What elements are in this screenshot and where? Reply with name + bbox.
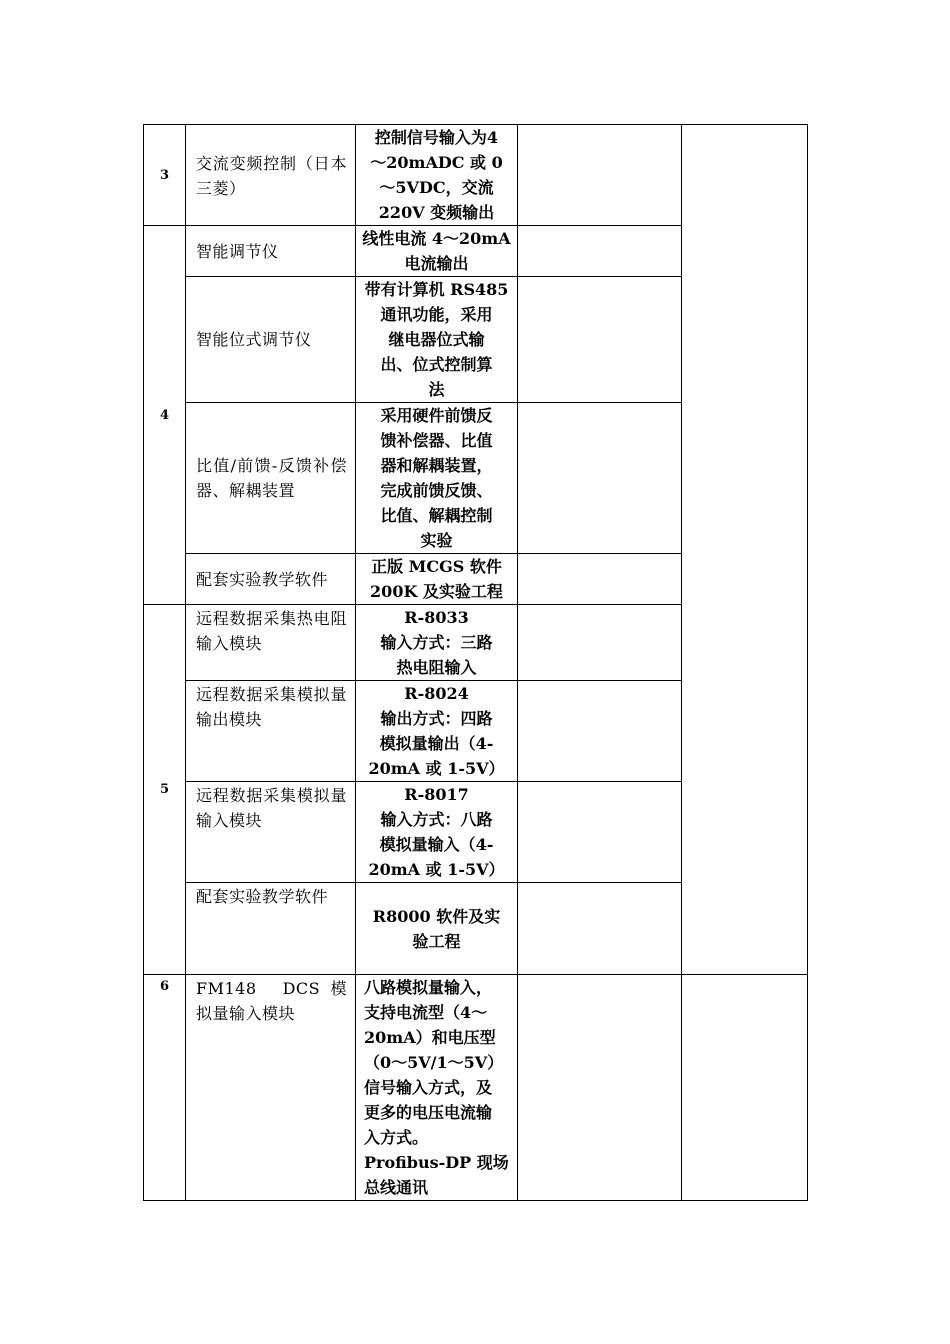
spec-line: 20mA 或 1-5V） xyxy=(368,860,505,879)
item-name: 交流变频控制（日本三菱） xyxy=(186,125,356,226)
spec-line: 采用硬件前馈反 xyxy=(380,406,493,425)
item-spec xyxy=(356,681,518,782)
spec-line: （0～5V/1～5V） xyxy=(364,1053,504,1072)
spec-line: 正版 MCGS 软件 xyxy=(371,557,502,576)
spec-line: 控制信号输入为4 xyxy=(374,128,499,147)
spec-line: 热电阻输入 xyxy=(396,658,477,677)
blank-cell xyxy=(518,554,682,605)
item-spec xyxy=(356,403,518,554)
blank-cell xyxy=(518,883,682,975)
blank-cell xyxy=(518,605,682,681)
item-name: 配套实验教学软件 xyxy=(186,554,356,605)
item-name: 远程数据采集模拟量输入模块 xyxy=(186,782,356,883)
spec-line: 200K 及实验工程 xyxy=(370,582,503,601)
spec-line: 更多的电压电流输 xyxy=(364,1103,493,1122)
spec-line: R-8024 xyxy=(404,684,469,703)
blank-cell xyxy=(518,226,682,277)
spec-line: 20mA 或 1-5V） xyxy=(368,759,505,778)
spec-line: 线性电流 4～20mA xyxy=(362,229,511,248)
blank-cell xyxy=(518,782,682,883)
spec-line: 器和解耦装置， xyxy=(380,456,493,475)
spec-line: 输出方式：四路 xyxy=(380,709,493,728)
blank-cell xyxy=(518,403,682,554)
spec-line: ～20mADC 或 0 xyxy=(370,153,503,172)
spec-line: 实验 xyxy=(420,531,453,550)
spec-line: 八路模拟量输入， xyxy=(364,978,493,997)
blank-cell xyxy=(518,277,682,403)
spec-line: 完成前馈反馈、 xyxy=(380,481,493,500)
item-spec xyxy=(356,605,518,681)
spec-line: 220V 变频输出 xyxy=(378,203,495,222)
spec-line: R-8033 xyxy=(404,608,469,627)
blank-cell xyxy=(518,975,682,1201)
spec-line: 模拟量输出（4- xyxy=(379,734,494,753)
table-row xyxy=(144,125,808,226)
spec-line: 电流输出 xyxy=(404,254,469,273)
spec-line: 20mA）和电压型 xyxy=(364,1028,496,1047)
item-name: 智能调节仪 xyxy=(186,226,356,277)
spec-line: ～5VDC，交流 xyxy=(379,178,494,197)
spec-line: 法 xyxy=(428,380,445,399)
item-spec xyxy=(356,883,518,975)
equipment-spec-table xyxy=(143,124,808,1201)
item-spec xyxy=(356,125,518,226)
item-name: 智能位式调节仪 xyxy=(186,277,356,403)
item-name: 配套实验教学软件 xyxy=(186,883,356,975)
spec-line: 输入方式：八路 xyxy=(380,810,493,829)
spec-line: R-8017 xyxy=(404,785,469,804)
item-spec xyxy=(356,277,518,403)
spec-line: 带有计算机 RS485 xyxy=(364,280,509,299)
item-spec xyxy=(356,554,518,605)
row-index: 3 xyxy=(144,125,186,226)
spec-line: 继电器位式输 xyxy=(388,330,485,349)
blank-cell xyxy=(518,681,682,782)
spec-line: 总线通讯 xyxy=(364,1178,429,1197)
row-index: 5 xyxy=(144,605,186,975)
spec-line: 入方式。 xyxy=(364,1128,429,1147)
blank-cell xyxy=(682,975,808,1201)
item-spec xyxy=(356,226,518,277)
item-name: 远程数据采集热电阻输入模块 xyxy=(186,605,356,681)
spec-line: 出、位式控制算 xyxy=(380,355,493,374)
spec-line: 支持电流型（4～ xyxy=(364,1003,488,1022)
spec-line: 验工程 xyxy=(412,931,461,951)
spec-line: Profibus-DP 现场 xyxy=(364,1153,509,1172)
spec-line: 比值、解耦控制 xyxy=(380,506,493,525)
row-index: 6 xyxy=(144,975,186,1201)
item-name: 远程数据采集模拟量输出模块 xyxy=(186,681,356,782)
item-spec xyxy=(356,975,518,1201)
blank-cell xyxy=(518,125,682,226)
spec-line: 模拟量输入（4- xyxy=(379,835,494,854)
item-spec xyxy=(356,782,518,883)
blank-cell-merged xyxy=(682,125,808,975)
spec-line: 输入方式：三路 xyxy=(380,633,493,652)
spec-line: R8000 软件及实 xyxy=(372,906,501,926)
spec-line: 通讯功能，采用 xyxy=(380,305,493,324)
item-name: FM148 DCS 模拟量输入模块 xyxy=(186,975,356,1201)
spec-line: 信号输入方式，及 xyxy=(364,1078,493,1097)
item-name: 比值/前馈-反馈补偿器、解耦装置 xyxy=(186,403,356,554)
row-index: 4 xyxy=(144,226,186,605)
table-row xyxy=(144,975,808,1201)
spec-line: 馈补偿器、比值 xyxy=(380,431,493,450)
